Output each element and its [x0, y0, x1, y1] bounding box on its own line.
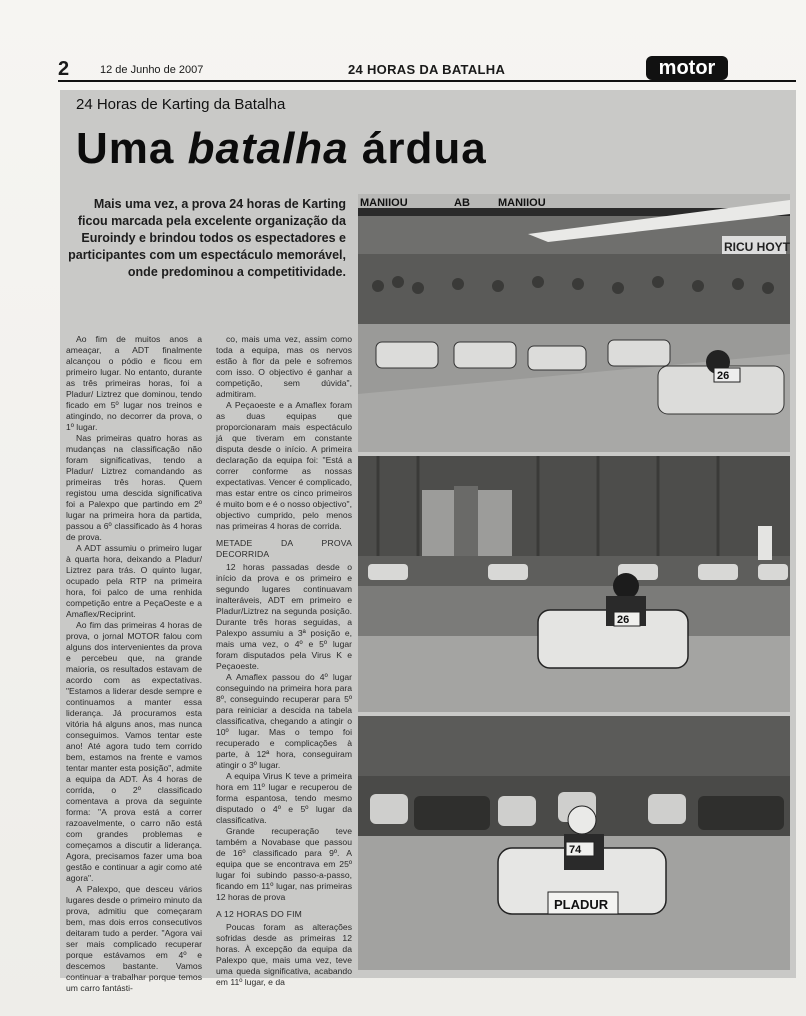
issue-date: 12 de Junho de 2007	[100, 64, 204, 76]
paragraph: A ADT assumiu o primeiro lugar à quarta hora, deixando a Pladur/ Liztrez para trás. O quinto lugar, ocupado pela RTP na primeira hora, foi palco de uma renhida competição entre a PeçaOeste e a Amaflex/Reciprint.	[66, 543, 202, 619]
photo-kart-track	[358, 456, 790, 712]
subheading-final-hours: A 12 HORAS DO FIM	[216, 909, 303, 919]
paragraph: Grande recuperação teve também a Novabase que passou de 16º classificado para 9º. A equipa que se encontrava em 25º lugar foi subindo passo-a-passo, ficando em 11º lugar, nas primeiras 12 horas de prova	[216, 826, 352, 902]
motor-logo: motor	[646, 56, 728, 80]
paragraph: co, mais uma vez, assim como toda a equipa, mas os nervos estão à flor da pele e sofremos com isso. O objectivo é ganhar a competição, sem dúvida", admitiram.	[216, 334, 352, 399]
article-headline	[76, 124, 487, 174]
page-number: 2	[58, 58, 70, 80]
photo-starting-grid	[358, 194, 790, 452]
kart-number: 26	[717, 370, 730, 382]
text-column-1	[66, 334, 202, 994]
paragraph: Ao fim das primeiras 4 horas de prova, o jornal MOTOR falou com alguns dos intervenientes da prova e percebeu que, na grande maioria, os resultados estavam de acordo com as expectativas. "Estamos a liderar desde sempre e continuamos a manter essa liderança. Já procuramos esta vitória há alguns anos, mas nunca conseguimos. Vamos tentar este ano! Até agora tudo tem corrido bem, estamos na frente e vamos tentar manter esta posição", admite a equipa da ADT. Às 4 horas de corrida, o 2º classificado comentava a prova da seguinte forma: "A prova está a correr razoavelmente, o carro não está com grandes problemas e começamos a discutir a liderança. Agora, precisamos fazer uma boa gestão e continuar a agir como até agora".	[66, 620, 202, 883]
banner-text: MANIIOU	[360, 197, 408, 209]
paragraph: Nas primeiras quatro horas as mudanças na classificação não foram significativas, tendo a Pladur/ Liztrez comandando as primeiras três horas. Quem registou uma descida significativa foi a Palexpo que partindo em 2º lugar na primeira hora da partida, passou a 6º classificado às 4 horas de prova.	[66, 433, 202, 542]
banner-text: AB	[454, 197, 470, 209]
subheading-halfway: METADE DA PROVA DECORRIDA	[216, 538, 352, 559]
paragraph: A Palexpo, que desceu vários lugares desde o primeiro minuto da prova, admitiu que começaram bem, mas dois erros consecutivos deitaram tudo a perder. "Agora vai ser mais complicado recuperar porque estávamos em 4º e descemos bastante. Vamos continuar a trabalhar porque temos um carro fantásti-	[66, 884, 202, 993]
headline-emphasis: batalha	[187, 124, 349, 173]
headline-start: Uma	[76, 124, 188, 173]
article-lede: Mais uma vez, a prova 24 horas de Karting ficou marcada pela excelente organização da Euroindy e brindou todos os espectadores e participantes com um espectáculo memorável, onde predominou a competitividade.	[68, 197, 346, 279]
paragraph: 12 horas passadas desde o início da prova e os primeiro e segundo lugares continuavam inalteráveis, ADT em primeiro e Pladur/Liztrez na segunda posição. Durante três horas seguidas, a Palexpo assumiu a 3ª posição e, mais uma vez, o 4º e 5º lugar foram disputados pela Virus K e Peçaoeste.	[216, 562, 352, 671]
text-column-2	[216, 334, 352, 988]
kart-number: 74	[569, 844, 582, 856]
page-header	[58, 56, 796, 82]
header-rule	[58, 80, 796, 82]
photo-kart-74	[358, 716, 790, 970]
paragraph: A equipa Virus K teve a primeira hora em 11º lugar e recuperou de forma espantosa, tendo mesmo disputado o 4º e 5º lugar da classificativa.	[216, 771, 352, 825]
sponsor-text: PLADUR	[554, 897, 609, 912]
banner-text: MANIIOU	[498, 197, 546, 209]
section-title: 24 HORAS DA BATALHA	[348, 62, 506, 77]
paragraph: A Amaflex passou do 4º lugar conseguindo na primeira hora para 8º, conseguindo recuperar para 5º para reiniciar a descida na tabela classificativa, chegando a atingir o 10º lugar. Mas o tempo foi recuperado e complicações à parte, à 12ª hora, conseguiram atingir o 3º lugar.	[216, 672, 352, 770]
kart-number: 26	[617, 614, 630, 626]
headline-end: árdua	[348, 124, 487, 173]
banner-text: RICU HOYT	[724, 240, 790, 254]
paragraph: Poucas foram as alterações sofridas desde as primeiras 12 horas. À excepção da equipa da Palexpo que, mais uma vez, teve uma queda significativa, acabando em 11º lugar, e da	[216, 922, 352, 987]
paragraph: A Peçaoeste e a Amaflex foram as duas equipas que proporcionaram mais espectáculo já que tiveram em constante disputa desde o início. A primeira declaração da equipa foi: "Está a correr conforme as nossas expectativas. Vencer é complicado, mas estar entre os cinco primeiros é muito bom e é o nosso objectivo", objectivo cumprido, pelo menos nas primeiras 4 horas de corrida.	[216, 400, 352, 531]
article-kicker: 24 Horas de Karting da Batalha	[76, 96, 286, 113]
paragraph: Ao fim de muitos anos a ameaçar, a ADT finalmente alcançou o pódio e ficou em primeiro lugar. No entanto, durante as três primeiras horas, foi a Pladur/ Liztrez que dominou, tendo ficado em 5º lugar nos treinos e atingindo, no decorrer da prova, o 1º lugar.	[66, 334, 202, 432]
